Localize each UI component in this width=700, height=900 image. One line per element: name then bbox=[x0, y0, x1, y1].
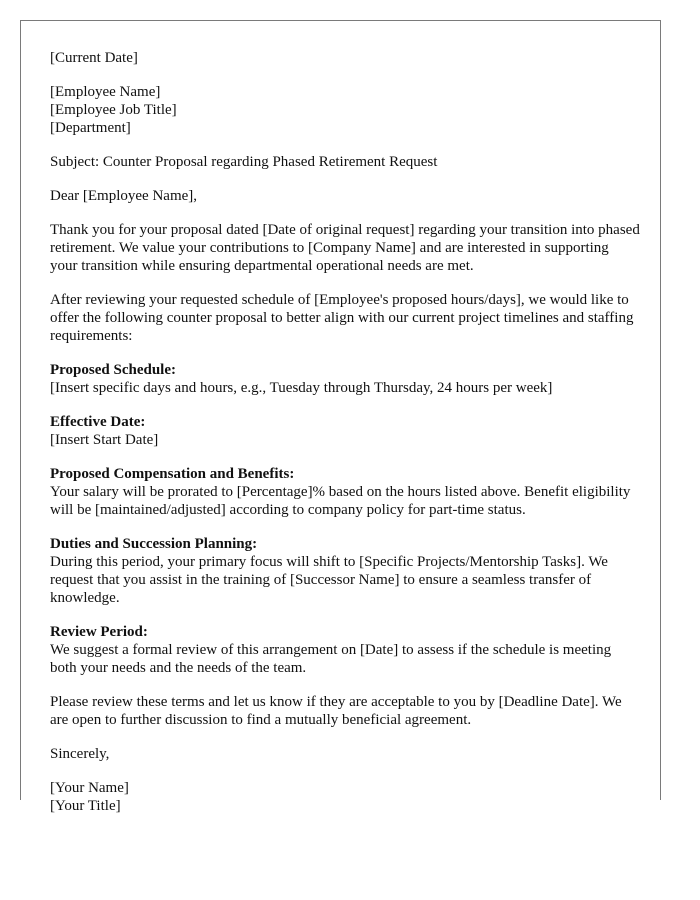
section-proposed-schedule bbox=[50, 361, 640, 397]
intro-paragraph: Thank you for your proposal dated [Date of original request] regarding your transition into phased retirement. We value your contributions to [Company Name] and are interested in supporting your transition while ensuring departmental operational needs are met. bbox=[50, 222, 640, 274]
sign-off: Sincerely, bbox=[50, 746, 110, 762]
section-text: We suggest a formal review of this arrangement on [Date] to assess if the schedule is meeting both your needs and the needs of the team. bbox=[50, 642, 612, 676]
section-compensation-benefits bbox=[50, 465, 640, 519]
recipient-job-title: [Employee Job Title] bbox=[50, 102, 177, 118]
letter-date: [Current Date] bbox=[50, 50, 138, 66]
signature-title: [Your Title] bbox=[50, 798, 121, 814]
section-text: Your salary will be prorated to [Percentage]% based on the hours listed above. Benefit eligibility will be [maintained/adjusted] according to company policy for part-time status. bbox=[50, 484, 631, 518]
section-text: [Insert Start Date] bbox=[50, 432, 159, 448]
letter-page bbox=[20, 20, 661, 814]
section-text: During this period, your primary focus will shift to [Specific Projects/Mentorship Tasks]. We request that you assist in the training of [Successor Name] to ensure a seamless transfer of knowledge. bbox=[50, 554, 608, 606]
section-heading: Review Period: bbox=[50, 624, 148, 640]
closing-paragraph: Please review these terms and let us know if they are acceptable to you by [Deadline Date]. We are open to further discussion to find a mutually beneficial agreement. bbox=[50, 694, 622, 728]
recipient-block bbox=[50, 83, 640, 137]
subject-line: Subject: Counter Proposal regarding Phased Retirement Request bbox=[50, 154, 438, 170]
recipient-department: [Department] bbox=[50, 120, 131, 136]
section-heading: Proposed Schedule: bbox=[50, 362, 176, 378]
recipient-name: [Employee Name] bbox=[50, 84, 161, 100]
section-heading: Effective Date: bbox=[50, 414, 146, 430]
section-review-period bbox=[50, 623, 640, 677]
section-effective-date bbox=[50, 413, 640, 449]
section-text: [Insert specific days and hours, e.g., Tuesday through Thursday, 24 hours per week] bbox=[50, 380, 553, 396]
review-paragraph: After reviewing your requested schedule of [Employee's proposed hours/days], we would like to offer the following counter proposal to better align with our current project timelines and staffing requirements: bbox=[50, 292, 634, 344]
section-heading: Proposed Compensation and Benefits: bbox=[50, 466, 295, 482]
letter-body bbox=[50, 49, 640, 831]
signature-name: [Your Name] bbox=[50, 780, 129, 796]
section-heading: Duties and Succession Planning: bbox=[50, 536, 258, 552]
section-duties-succession bbox=[50, 535, 640, 607]
salutation: Dear [Employee Name], bbox=[50, 188, 198, 204]
signature-block bbox=[50, 779, 640, 815]
